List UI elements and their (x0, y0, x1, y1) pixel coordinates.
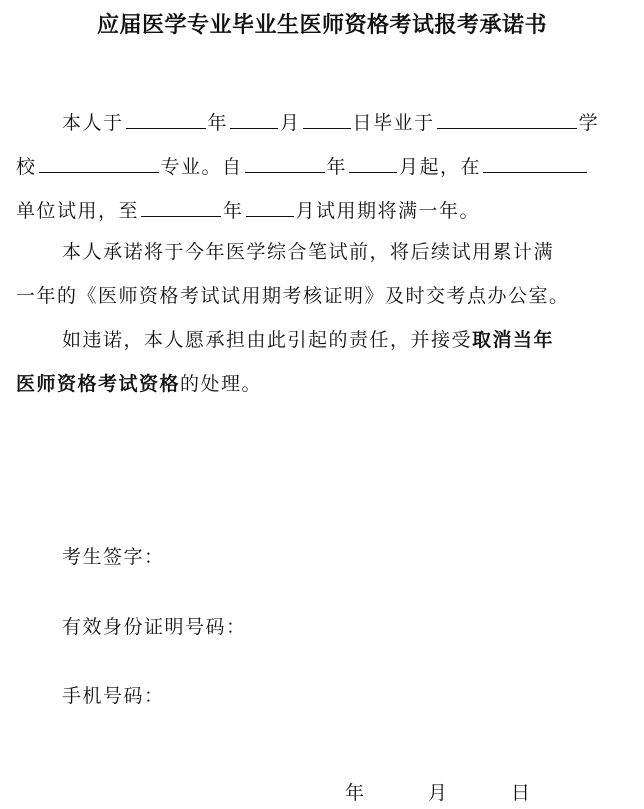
cancellation-emphasis: 取消当年 (472, 329, 555, 351)
handling-text: 的处理。 (180, 373, 263, 395)
text-year: 年 (223, 200, 244, 222)
para1-line3 (16, 196, 480, 223)
trial-end-month-blank (246, 196, 294, 217)
text-benrenyu: 本人于 (62, 112, 124, 134)
para3-line1 (62, 328, 554, 352)
text-major-from: 专业。自 (160, 156, 243, 178)
date-day-label: 日 (511, 782, 531, 804)
text-year: 年 (326, 156, 348, 178)
phone-number-label: 手机号码： (62, 685, 165, 707)
trial-end-year-blank (141, 196, 221, 217)
para2-line1: 本人承诺将于今年医学综合笔试前，将后续试用累计满 (62, 241, 555, 263)
text-xue: 学 (578, 112, 600, 134)
examinee-signature-label: 考生签字： (62, 546, 165, 568)
text-month-from-at: 月起，在 (399, 156, 482, 178)
text-month: 月 (280, 112, 301, 134)
para3-line2 (16, 372, 262, 396)
id-number-label: 有效身份证明号码： (62, 616, 247, 638)
document-title: 应届医学专业毕业生医师资格考试报考承诺书 (96, 13, 547, 38)
graduation-year-blank (126, 108, 206, 129)
trial-start-year-blank (245, 152, 325, 173)
text-xiao: 校 (16, 156, 37, 178)
text-unit-trial-until: 单位试用，至 (16, 200, 140, 222)
trial-unit-blank (483, 152, 587, 173)
text-trial-expiry: 月试用期将满一年。 (295, 200, 481, 222)
para2-line2: 一年的《医师资格考试试用期考核证明》及时交考点办公室。 (16, 285, 570, 307)
commitment-text: 如违诺，本人愿承担由此引起的责任，并接受 (62, 329, 473, 351)
para1-line2 (16, 152, 589, 179)
graduation-month-blank (230, 108, 278, 129)
graduation-day-blank (303, 108, 351, 129)
text-day-graduated-from: 日毕业于 (352, 112, 435, 134)
date-year-label: 年 (345, 782, 365, 804)
trial-start-month-blank (349, 152, 397, 173)
date-month-label: 月 (428, 782, 448, 804)
major-blank (39, 152, 159, 173)
para1-line1 (62, 108, 599, 135)
text-year: 年 (207, 112, 229, 134)
qualification-emphasis: 医师资格考试资格 (16, 373, 181, 395)
school-name-blank (437, 108, 577, 129)
